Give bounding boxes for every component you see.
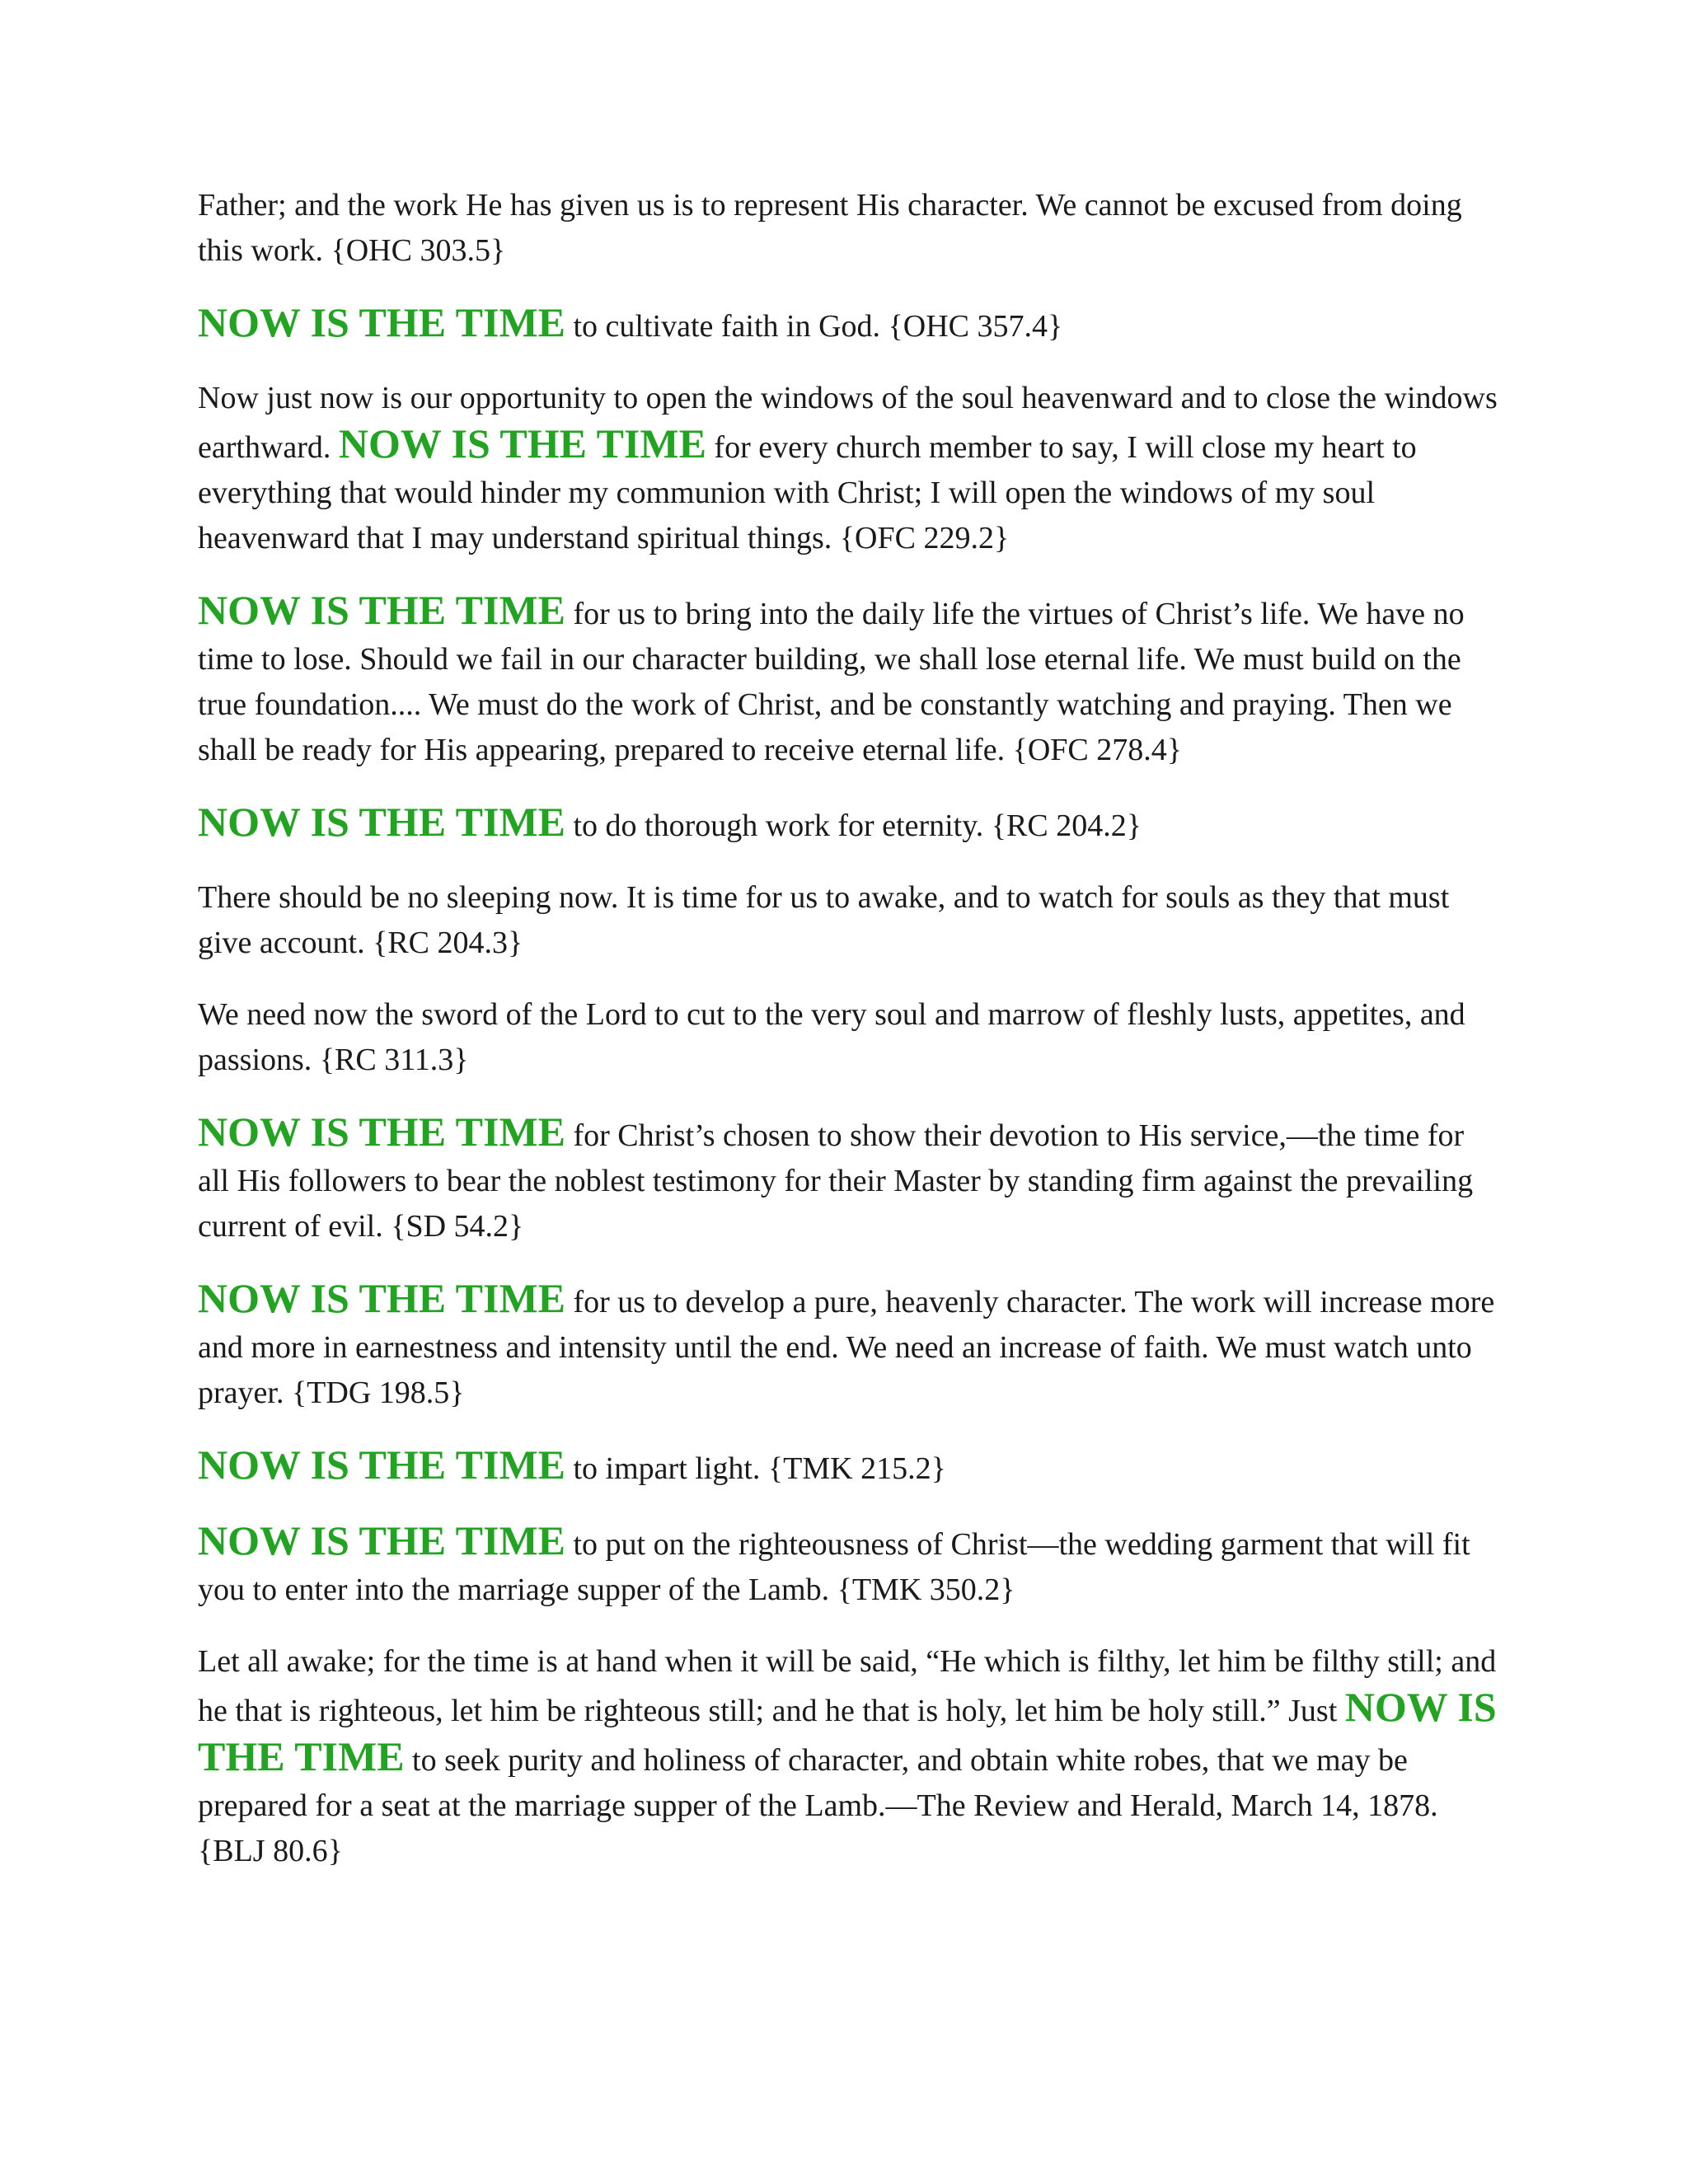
paragraph	[198, 992, 1500, 1083]
text-segment: Let all awake; for the time is at hand when it will be said, “He which is filthy, let him be filthy still; and he that is righteous, let him be righteous still; and he that is holy, let him be holy still.” Just	[198, 1644, 1497, 1728]
text-segment: for us to bring into the daily life the virtues of Christ’s life. We have no time to lose. Should we fail in our character building, we shall lose eternal life. We must build on the true foundation.... We must do the work of Christ, and be constantly watching and praying. Then we shall be ready for His appearing, prepared to receive eternal life. {OFC 278.4}	[198, 597, 1465, 767]
document-page	[198, 183, 1500, 1900]
text-segment: We need now the sword of the Lord to cut to the very soul and marrow of fleshly lusts, appetites, and passions. {RC 311.3}	[198, 997, 1465, 1077]
highlight-phrase: NOW IS THE TIME	[198, 1108, 565, 1155]
highlight-phrase: NOW IS THE TIME	[198, 1517, 565, 1563]
paragraph	[198, 799, 1500, 849]
paragraph	[198, 300, 1500, 349]
highlight-phrase: NOW IS THE TIME	[198, 299, 565, 345]
highlight-phrase: NOW IS THE TIME	[198, 1684, 1497, 1779]
text-segment: There should be no sleeping now. It is time for us to awake, and to watch for souls as they that must give account. {RC 204.3}	[198, 880, 1450, 960]
text-segment: Now just now is our opportunity to open the windows of the soul heavenward and to close the windows earthward.	[198, 381, 1498, 465]
highlight-phrase: NOW IS THE TIME	[198, 1275, 565, 1321]
paragraph	[198, 875, 1500, 966]
paragraph	[198, 588, 1500, 773]
highlight-phrase: NOW IS THE TIME	[338, 420, 706, 466]
text-segment: to cultivate faith in God. {OHC 357.4}	[565, 309, 1063, 344]
text-segment: for us to develop a pure, heavenly character. The work will increase more and more in earnestness and intensity until the end. We need an increase of faith. We must watch unto prayer. {TDG 198.5}	[198, 1285, 1495, 1410]
highlight-phrase: NOW IS THE TIME	[198, 1441, 565, 1488]
text-segment: to put on the righteousness of Christ—the wedding garment that will fit you to enter into the marriage supper of the Lamb. {TMK 350.2}	[198, 1527, 1470, 1607]
highlight-phrase: NOW IS THE TIME	[198, 799, 565, 845]
text-segment: to seek purity and holiness of character, and obtain white robes, that we may be prepared for a seat at the marriage supper of the Lamb.—The Review and Herald, March 14, 1878. {BLJ 80.6}	[198, 1743, 1438, 1868]
text-segment: Father; and the work He has given us is to represent His character. We cannot be excused from doing this work. {OHC 303.5}	[198, 188, 1462, 268]
text-segment: for Christ’s chosen to show their devotion to His service,—the time for all His followers to bear the noblest testimony for their Master by standing firm against the prevailing current of evil. {SD 54.2}	[198, 1118, 1474, 1244]
paragraph	[198, 183, 1500, 274]
highlight-phrase: NOW IS THE TIME	[198, 587, 565, 633]
text-segment: to do thorough work for eternity. {RC 204.2}	[565, 808, 1142, 843]
text-segment: for every church member to say, I will close my heart to everything that would hinder my communion with Christ; I will open the windows of my soul heavenward that I may understand spiritual things. {OFC 229.2}	[198, 430, 1417, 555]
paragraph	[198, 1276, 1500, 1416]
paragraph	[198, 376, 1500, 561]
paragraph	[198, 1518, 1500, 1613]
paragraph	[198, 1442, 1500, 1492]
text-segment: to impart light. {TMK 215.2}	[565, 1451, 946, 1486]
paragraph	[198, 1639, 1500, 1874]
paragraph	[198, 1109, 1500, 1249]
